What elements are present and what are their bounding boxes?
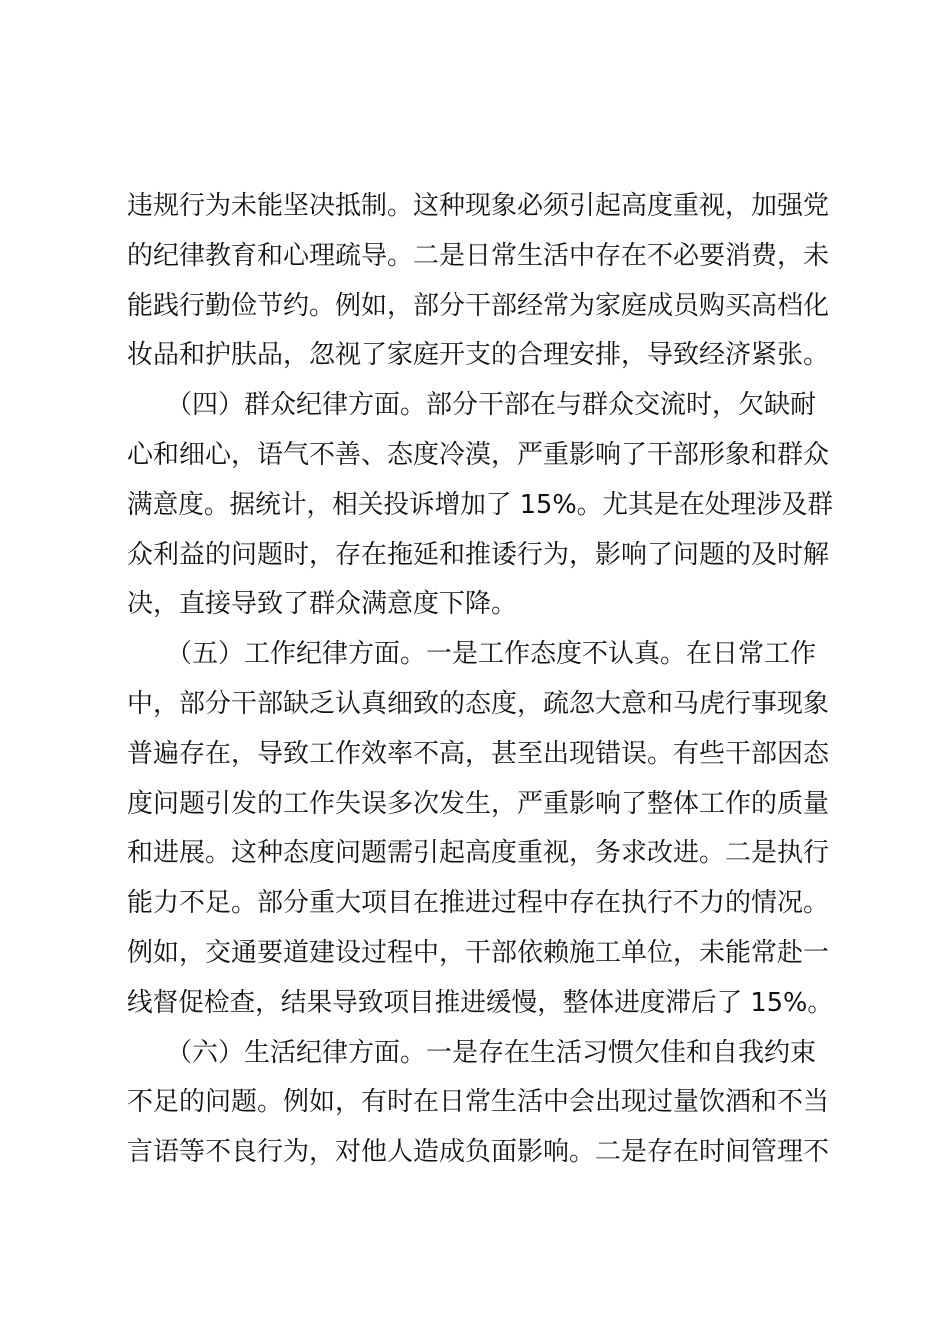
text-line: 和进展。这种态度问题需引起高度重视，务求改进。二是执行 [127,838,830,869]
text-line: 的纪律教育和心理疏导。二是日常生活中存在不必要消费，未 [127,240,830,271]
text-line: （六）生活纪律方面。一是存在生活习惯欠佳和自我约束 [127,1037,817,1068]
text-line: 能力不足。部分重大项目在推进过程中存在执行不力的情况。 [127,888,830,919]
text-line: 例如，交通要道建设过程中，干部依赖施工单位，未能常赴一 [127,937,830,968]
text-line: 众利益的问题时，存在拖延和推诿行为，影响了问题的及时解 [127,539,830,570]
text-line: 能践行勤俭节约。例如，部分干部经常为家庭成员购买高档化 [127,290,830,321]
text-line: 不足的问题。例如，有时在日常生活中会出现过量饮酒和不当 [127,1087,830,1118]
text-line: 言语等不良行为，对他人造成负面影响。二是存在时间管理不 [127,1137,830,1168]
text-line: 心和细心，语气不善、态度冷漠，严重影响了干部形象和群众 [127,439,830,470]
text-line: 度问题引发的工作失误多次发生，严重影响了整体工作的质量 [127,788,830,819]
text-line: 决，直接导致了群众满意度下降。 [127,589,518,620]
text-line: 违规行为未能坚决抵制。这种现象必须引起高度重视，加强党 [127,191,830,221]
text-line: （四）群众纪律方面。部分干部在与群众交流时，欠缺耐 [127,390,817,421]
text-line: 线督促检查，结果导致项目推进缓慢，整体进度滞后了 15%。 [127,987,834,1018]
text-line: （五）工作纪律方面。一是工作态度不认真。在日常工作 [127,639,817,670]
text-line: 妆品和护肤品，忽视了家庭开支的合理安排，导致经济紧张。 [127,340,830,371]
text-line: 普遍存在，导致工作效率不高，甚至出现错误。有些干部因态 [127,738,830,769]
body-text [127,182,833,1178]
text-line: 满意度。据统计，相关投诉增加了 15%。尤其是在处理涉及群 [127,489,834,520]
text-line: 中，部分干部缺乏认真细致的态度，疏忽大意和马虎行事现象 [127,688,830,719]
